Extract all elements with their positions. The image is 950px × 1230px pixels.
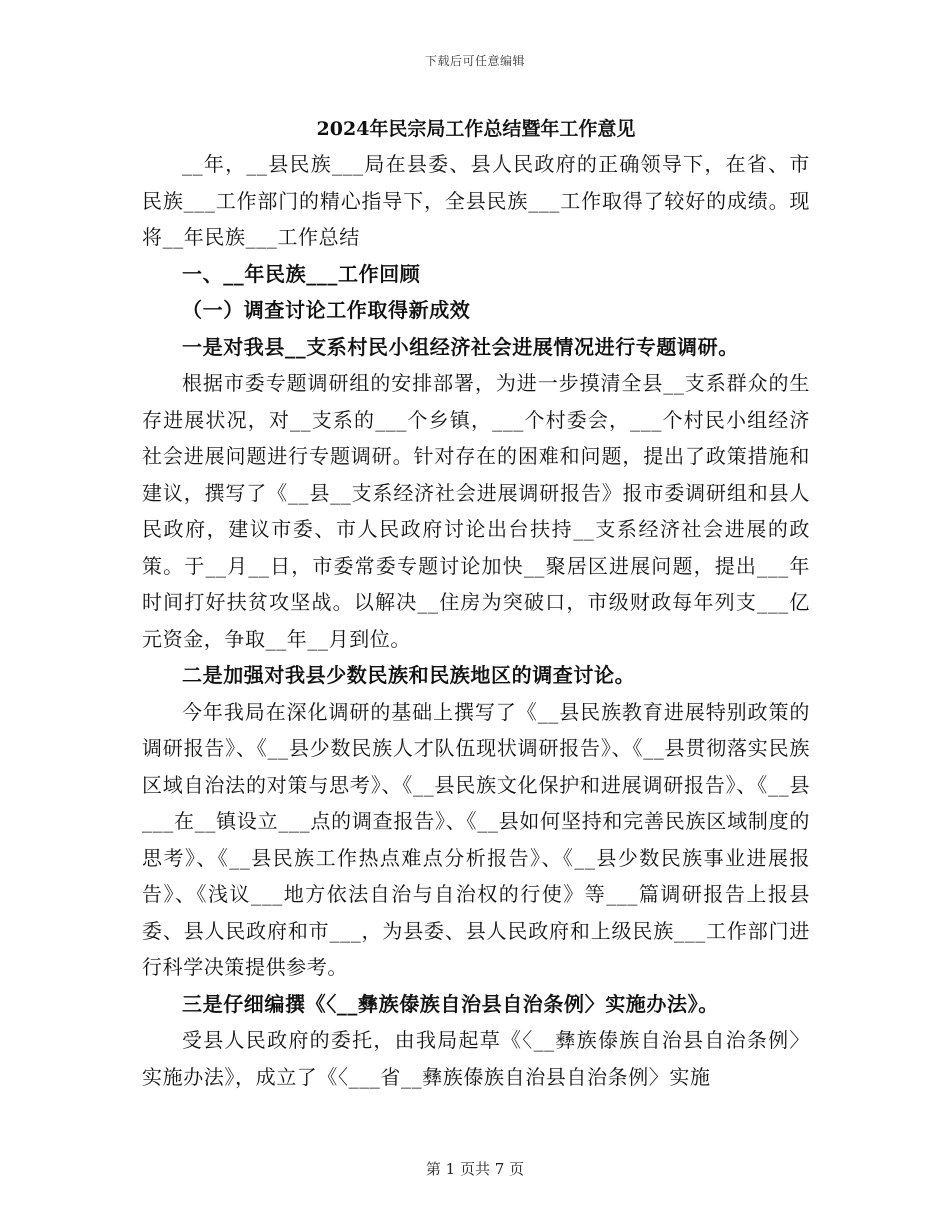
page-number-footer: 第 1 页共 7 页 bbox=[425, 1160, 525, 1178]
document-body bbox=[142, 112, 810, 1095]
item-heading-3: 三是仔细编撰《〈__彝族傣族自治县自治条例〉实施办法》。 bbox=[182, 991, 719, 1016]
item-heading-2: 二是加强对我县少数民族和民族地区的调查讨论。 bbox=[182, 663, 636, 687]
page-header: 下载后可任意编辑 bbox=[424, 54, 525, 68]
paragraph-intro: __年，__县民族___局在县委、县人民政府的正确领导下，在省、市民族___工作部门的精心指导下，全县民族___工作取得了较好的成绩。现将__年民族___工作总结 bbox=[142, 152, 810, 249]
section-heading-review: 一、__年民族___工作回顾 bbox=[182, 261, 421, 286]
paragraph-item-3: 受县人民政府的委托，由我局起草《〈__彝族傣族自治县自治条例〉实施办法》，成立了《〈___省__彝族傣族自治县自治条例〉实施 bbox=[142, 1028, 810, 1089]
paragraph-item-1: 根据市委专题调研组的安排部署，为进一步摸清全县__支系群众的生存进展状况，对__支系的___个乡镇，___个村委会，___个村民小组经济社会进展问题进行专题调研。针对存在的困难和问题，提出了政策措施和建议，撰写了《__县__支系经济社会进展调研报告》报市委调研组和县人民政府，建议市委、市人民政府讨论出台扶持__支系经济社会进展的政策。于__月__日，市委常委专题讨论加快__聚居区进展问题，提出___年时间打好扶贫攻坚战。以解决__住房为突破口，市级财政每年列支___亿元资金，争取__年__月到位。 bbox=[142, 371, 810, 651]
paragraph-item-2: 今年我局在深化调研的基础上撰写了《__县民族教育进展特别政策的调研报告》、《__县少数民族人才队伍现状调研报告》、《__县贯彻落实民族区域自治法的对策与思考》、《__县民族文化保护和进展调研报告》、《__县___在__镇设立___点的调查报告》、《__县如何坚持和完善民族区域制度的思考》、《__县民族工作热点难点分析报告》、《__县少数民族事业进展报告》、《浅议___地方依法自治与自治权的行使》等___篇调研报告上报县委、县人民政府和市___，为县委、县人民政府和上级民族___工作部门进行科学决策提供参考。 bbox=[142, 699, 810, 979]
document-title: 2024年民宗局工作总结暨年工作意见 bbox=[316, 118, 636, 140]
item-heading-1: 一是对我县__支系村民小组经济社会进展情况进行专题调研。 bbox=[182, 334, 739, 359]
subsection-heading-research: （一）调查讨论工作取得新成效 bbox=[182, 298, 471, 322]
